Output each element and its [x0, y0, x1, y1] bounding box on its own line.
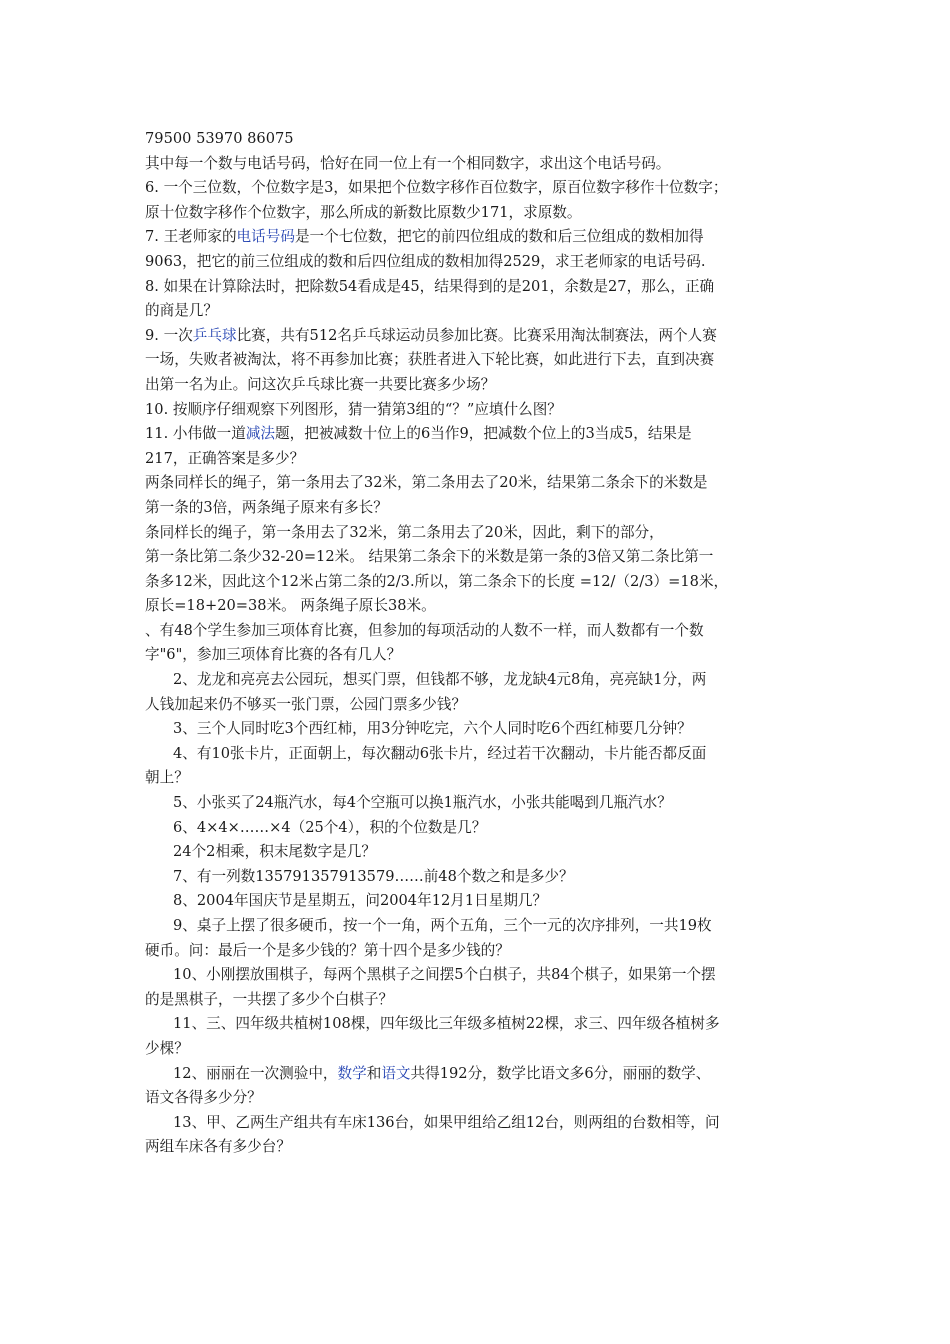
inline-link[interactable]: 乒乓球: [192, 326, 237, 344]
inline-link[interactable]: 减法: [245, 425, 276, 443]
text-line: 两组车床各有多少台？: [145, 1138, 291, 1156]
text-line: 5、小张买了24瓶汽水，每4个空瓶可以换1瓶汽水，小张共能喝到几瓶汽水？: [173, 794, 672, 812]
text-line: 的商是几？: [145, 302, 218, 320]
text-line: 条同样长的绳子，第一条用去了32米，第二条用去了20米，因此，剩下的部分，: [145, 523, 664, 541]
text-segment: 题，把被减数十位上的6当作9，把减数个位上的3当成5，结果是: [275, 425, 692, 443]
text-line: 其中每一个数与电话号码，恰好在同一位上有一个相同数字，求出这个电话号码。: [145, 154, 671, 172]
text-line: 10、小刚摆放围棋子，每两个黑棋子之间摆5个白棋子，共84个棋子，如果第一个摆: [173, 966, 716, 984]
text-line: 人钱加起来仍不够买一张门票，公园门票多少钱？: [145, 695, 467, 713]
text-line: 字"6"，参加三项体育比赛的各有几人？: [145, 646, 402, 664]
text-line: [145, 422, 810, 447]
text-line: 、有48个学生参加三项体育比赛，但参加的每项活动的人数不一样，而人数都有一个数: [145, 621, 704, 639]
text-line: 9、桌子上摆了很多硬币，按一个一角，两个五角，三个一元的次序排列，一共19枚: [173, 917, 712, 934]
text-line: 原十位数字移作个位数字，那么所成的新数比原数少171，求原数。: [145, 203, 582, 221]
text-line: 3、三个人同时吃3个西红柿，用3分钟吃完，六个人同时吃6个西红柿要几分钟？: [173, 720, 692, 738]
text-segment: 11. 小伟做一道: [145, 425, 246, 443]
text-line: 9063，把它的前三位组成的数和后四位组成的数相加得2529，求王老师家的电话号码.: [145, 252, 706, 270]
text-line: 8、2004年国庆节是星期五，问2004年12月1日星期几？: [173, 892, 548, 910]
inline-link[interactable]: 语文: [381, 1064, 411, 1082]
text-line: 6、4×4×……×4（25个4），积的个位数是几？: [173, 818, 487, 836]
text-segment: 共得192分，数学比语文多6分，丽丽的数学、: [410, 1064, 711, 1082]
text-segment: 比赛，共有512名乒乓球运动员参加比赛。比赛采用淘汰制赛法，两个人赛: [236, 326, 717, 344]
text-line: 11、三、四年级共植树108棵，四年级比三年级多植树22棵，求三、四年级各植树多: [173, 1015, 720, 1033]
text-line: 少棵？: [145, 1039, 189, 1057]
inline-link[interactable]: 数学: [337, 1064, 367, 1082]
text-line: 217，正确答案是多少？: [145, 449, 305, 467]
text-segment: 是一个七位数，把它的前四位组成的数和后三位组成的数相加得: [294, 228, 704, 246]
text-line: [145, 324, 810, 349]
text-line: 24个2相乘，积末尾数字是几？: [173, 843, 376, 861]
text-line: 出第一名为止。问这次乒乓球比赛一共要比赛多少场？: [145, 375, 496, 393]
text-line: [145, 1062, 810, 1087]
text-segment: 和: [366, 1064, 382, 1082]
text-line: [145, 225, 810, 250]
document-page: [145, 127, 810, 1160]
text-line: 一场，失败者被淘汰，将不再参加比赛；获胜者进入下轮比赛，如此进行下去，直到决赛: [145, 351, 715, 369]
text-line: 7、有一列数135791357913579……前48个数之和是多少？: [173, 867, 574, 885]
text-segment: 9. 一次: [145, 326, 193, 344]
text-line: 原长=18+20=38米。 两条绳子原长38米。: [145, 597, 436, 615]
text-line: 4、有10张卡片，正面朝上，每次翻动6张卡片，经过若干次翻动，卡片能否都反面: [173, 744, 707, 762]
inline-link[interactable]: 电话号码: [236, 228, 295, 246]
text-line: 2、龙龙和亮亮去公园玩，想买门票，但钱都不够，龙龙缺4元8角，亮亮缺1分，两: [173, 671, 707, 689]
text-line: 10. 按顺序仔细观察下列图形，猜一猜第3组的“？”应填什么图？: [145, 400, 562, 418]
text-line: 朝上？: [145, 769, 189, 787]
text-line: 条多12米，因此这个12米占第二条的2/3.所以，第二条余下的长度 =12/（2/3）=18米，: [145, 572, 729, 590]
text-line: 6. 一个三位数，个位数字是3，如果把个位数字移作百位数字，原百位数字移作十位数字；: [145, 179, 728, 197]
text-line: 13、甲、乙两生产组共有车床136台，如果甲组给乙组12台，则两组的台数相等，问: [173, 1113, 720, 1131]
text-line: 硬币。问：最后一个是多少钱的？第十四个是多少钱的？: [145, 941, 510, 959]
text-line: 8. 如果在计算除法时，把除数54看成是45，结果得到的是201，余数是27，那么，正确: [145, 277, 715, 295]
text-line: 两条同样长的绳子，第一条用去了32米，第二条用去了20米，结果第二条余下的米数是: [145, 474, 708, 492]
text-line: 语文各得多少分？: [145, 1089, 262, 1107]
text-line: 第一条的3倍，两条绳子原来有多长？: [145, 498, 388, 516]
text-segment: 12、丽丽在一次测验中，: [173, 1064, 338, 1082]
text-line: 的是黑棋子，一共摆了多少个白棋子？: [145, 990, 394, 1008]
text-line: 第一条比第二条少32-20=12米。 结果第二条余下的米数是第一条的3倍又第二条比第一: [145, 548, 714, 566]
text-segment: 7. 王老师家的: [145, 228, 237, 246]
text-line: 79500 53970 86075: [145, 130, 294, 147]
